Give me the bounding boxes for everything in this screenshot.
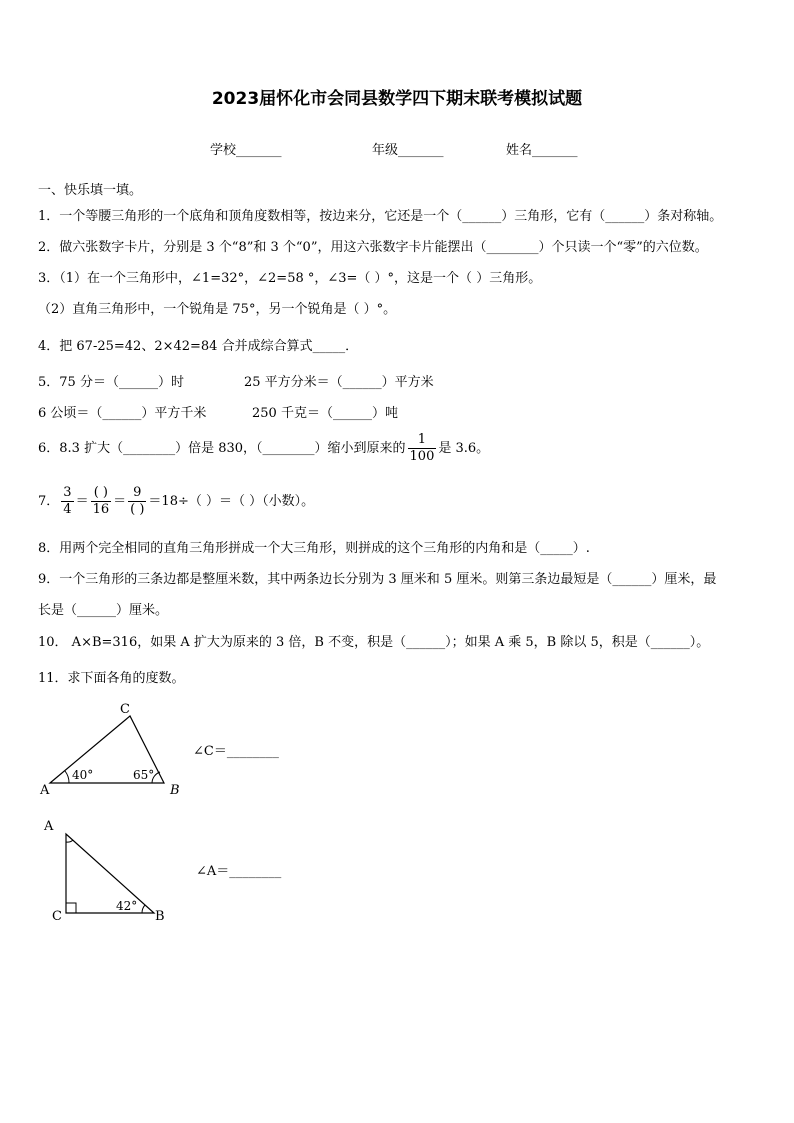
question-9a: 9．一个三角形的三条边都是整厘米数，其中两条边长分别为 3 厘米和 5 厘米。则第三条边最短是（______）厘米，最 <box>38 572 717 587</box>
page-title: 2023届怀化市会同县数学四下期末联考模拟试题 <box>211 89 583 109</box>
question-7-number: 7． <box>38 494 60 509</box>
angle-arc-a <box>66 840 73 842</box>
vertex-label-c: C <box>52 909 62 924</box>
vertex-label-b: B <box>155 909 165 924</box>
school-field: 学校_______ <box>210 143 282 158</box>
right-angle-marker <box>66 903 76 913</box>
fraction-3-4 <box>61 485 73 518</box>
section-heading: 一、快乐填一填。 <box>38 183 143 198</box>
fraction-denominator: 4 <box>63 502 72 517</box>
fraction-denominator: 100 <box>409 449 435 464</box>
fraction-numerator: 9 <box>133 485 142 500</box>
angle-label-b: 42° <box>116 899 138 913</box>
question-4: 4．把 67-25=42、2×42=84 合并成综合算式_____． <box>38 339 359 354</box>
vertex-label-a: A <box>40 783 50 798</box>
question-1: 1．一个等腰三角形的一个底角和顶角度数相等，按边来分，它还是一个（______）三角形，它有（______）条对称轴。 <box>38 209 723 224</box>
fraction-numerator: 1 <box>417 432 427 447</box>
question-7 <box>38 480 314 524</box>
vertex-label-b: B <box>170 783 180 798</box>
equals-sign: ＝ <box>113 494 127 509</box>
right-triangle-shape <box>66 834 154 913</box>
question-7-tail: ＝18÷（ ）＝（ ）（小数）。 <box>148 494 315 509</box>
question-5a-right: 25 平方分米＝（______）平方米 <box>244 375 434 390</box>
angle-label-a: 40° <box>72 768 94 782</box>
fraction-numerator: ( ) <box>93 485 108 500</box>
question-5a-left: 5．75 分＝（______）时 <box>38 375 184 390</box>
question-10: 10． A×B=316，如果 A 扩大为原来的 3 倍，B 不变，积是（______）；如果 A 乘 5，B 除以 5，积是（______）。 <box>38 635 710 650</box>
fraction-1-100 <box>408 432 437 465</box>
answer-angle-c: ∠C＝________ <box>193 744 279 759</box>
angle-arc-b <box>142 905 145 913</box>
question-3a: 3．（1）在一个三角形中，∠1=32°，∠2=58 °，∠3=（ ）°，这是一个（ ）三角形。 <box>38 271 542 286</box>
question-5b-right: 250 千克＝（______）吨 <box>252 406 398 421</box>
triangle-figure-2 <box>36 816 196 926</box>
triangle-figure-1 <box>36 698 196 802</box>
question-6-tail: 是 3.6。 <box>438 441 490 456</box>
fraction-blank-16 <box>91 485 112 518</box>
question-8: 8．用两个完全相同的直角三角形拼成一个大三角形，则拼成的这个三角形的内角和是（_____）. <box>38 541 590 556</box>
question-9b: 长是（______）厘米。 <box>38 603 169 618</box>
grade-field: 年级_______ <box>372 143 444 158</box>
angle-arc-a <box>65 771 69 783</box>
fraction-denominator: ( ) <box>130 502 145 517</box>
vertex-label-a: A <box>44 819 54 834</box>
angle-label-b: 65° <box>133 768 155 782</box>
name-field: 姓名_______ <box>506 143 578 158</box>
question-5b-left: 6 公顷＝（______）平方千米 <box>38 406 207 421</box>
fraction-9-blank <box>128 485 146 518</box>
question-6-text: 6．8.3 扩大（________）倍是 830，（________）缩小到原来的 <box>38 441 406 456</box>
question-3b: （2）直角三角形中，一个锐角是 75°，另一个锐角是（ ）°。 <box>38 302 397 317</box>
vertex-label-c: C <box>120 702 130 717</box>
fraction-numerator: 3 <box>63 485 72 500</box>
equals-sign: ＝ <box>75 494 89 509</box>
answer-angle-a: ∠A＝________ <box>196 864 282 879</box>
question-6 <box>38 430 489 468</box>
question-11: 11．求下面各角的度数。 <box>38 671 185 686</box>
fraction-denominator: 16 <box>92 502 110 517</box>
question-2: 2．做六张数字卡片，分别是 3 个“8”和 3 个“0”，用这六张数字卡片能摆出（________）个只读一个“零”的六位数。 <box>38 240 708 255</box>
